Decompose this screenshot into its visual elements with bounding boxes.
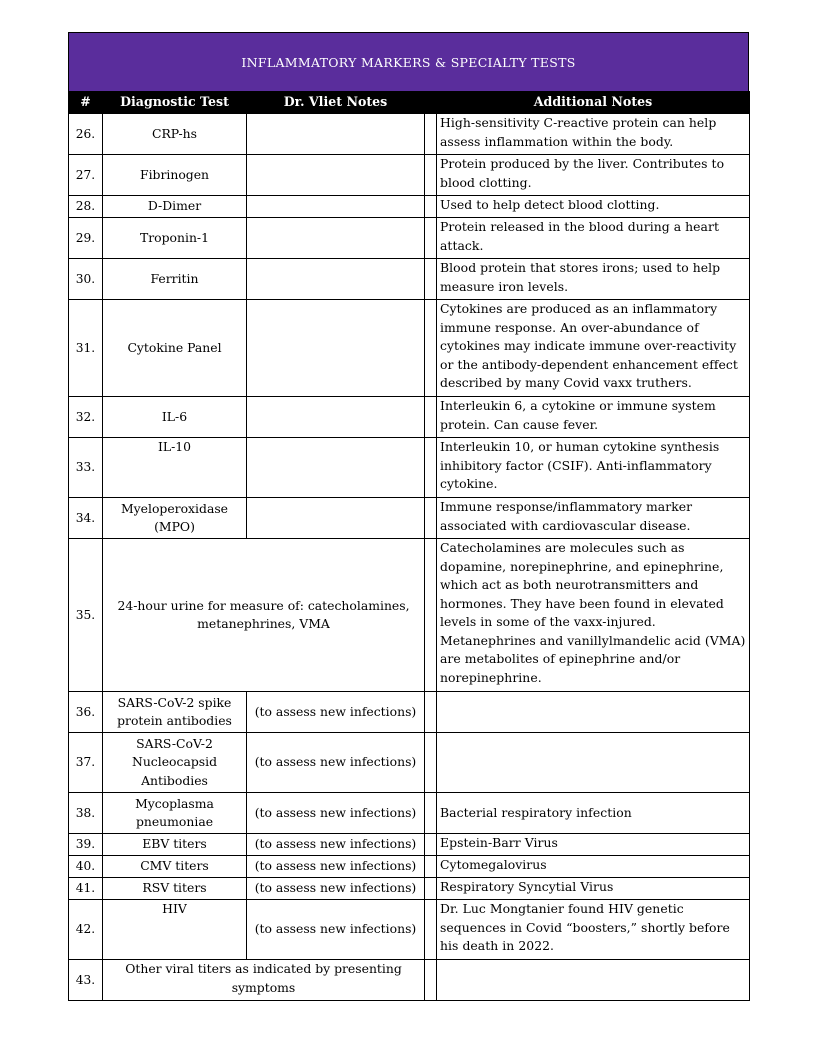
- gap-cell: [425, 878, 437, 900]
- row-number: 39.: [69, 834, 103, 856]
- row-number: 38.: [69, 793, 103, 834]
- test-name: HIV: [103, 900, 247, 960]
- table-row: [69, 498, 750, 539]
- vliet-notes: [247, 155, 425, 196]
- row-number: 37.: [69, 733, 103, 793]
- header-notes: Additional Notes: [437, 92, 750, 114]
- table-row: [69, 114, 750, 155]
- vliet-notes: [247, 300, 425, 397]
- gap-cell: [425, 114, 437, 155]
- row-number: 42.: [69, 900, 103, 960]
- additional-notes: High-sensitivity C-reactive protein can help assess inflammation within the body.: [437, 114, 750, 155]
- vliet-notes: (to assess new infections): [247, 793, 425, 834]
- row-number: 36.: [69, 692, 103, 733]
- tests-table: [68, 91, 750, 1001]
- gap-cell: [425, 397, 437, 438]
- row-number: 34.: [69, 498, 103, 539]
- gap-cell: [425, 259, 437, 300]
- table-row: [69, 900, 750, 960]
- row-number: 35.: [69, 539, 103, 692]
- row-number: 32.: [69, 397, 103, 438]
- vliet-notes: (to assess new infections): [247, 733, 425, 793]
- additional-notes: Catecholamines are molecules such as dopamine, norepinephrine, and epinephrine, which act as both neurotransmitters and hormones. They have been found in elevated levels in some of the vaxx-injured. Metanephrines and vanillylmandelic acid (VMA) are metabolites of epinephrine and/or norepinephrine.: [437, 539, 750, 692]
- test-name: RSV titers: [103, 878, 247, 900]
- header-test: Diagnostic Test: [103, 92, 247, 114]
- row-number: 40.: [69, 856, 103, 878]
- table-row: [69, 196, 750, 218]
- additional-notes: Bacterial respiratory infection: [437, 793, 750, 834]
- row-number: 27.: [69, 155, 103, 196]
- gap-cell: [425, 900, 437, 960]
- section-title: INFLAMMATORY MARKERS & SPECIALTY TESTS: [241, 54, 576, 70]
- test-name: 24-hour urine for measure of: catecholamines, metanephrines, VMA: [103, 539, 425, 692]
- gap-cell: [425, 539, 437, 692]
- test-name: EBV titers: [103, 834, 247, 856]
- row-number: 41.: [69, 878, 103, 900]
- test-name: IL-6: [103, 397, 247, 438]
- gap-cell: [425, 960, 437, 1001]
- gap-cell: [425, 218, 437, 259]
- additional-notes: Respiratory Syncytial Virus: [437, 878, 750, 900]
- header-gap: [425, 92, 437, 114]
- additional-notes: Immune response/inflammatory marker associated with cardiovascular disease.: [437, 498, 750, 539]
- test-name: Ferritin: [103, 259, 247, 300]
- vliet-notes: (to assess new infections): [247, 856, 425, 878]
- row-number: 33.: [69, 438, 103, 498]
- row-number: 29.: [69, 218, 103, 259]
- additional-notes: [437, 733, 750, 793]
- test-name: D-Dimer: [103, 196, 247, 218]
- table-row: [69, 300, 750, 397]
- table-row: [69, 397, 750, 438]
- test-name: IL-10: [103, 438, 247, 498]
- vliet-notes: [247, 438, 425, 498]
- test-name: CMV titers: [103, 856, 247, 878]
- additional-notes: [437, 692, 750, 733]
- header-num: #: [69, 92, 103, 114]
- test-name: SARS-CoV-2 spike protein antibodies: [103, 692, 247, 733]
- test-name: CRP-hs: [103, 114, 247, 155]
- test-name: SARS-CoV-2 Nucleocapsid Antibodies: [103, 733, 247, 793]
- additional-notes: Epstein-Barr Virus: [437, 834, 750, 856]
- vliet-notes: (to assess new infections): [247, 692, 425, 733]
- table-row: [69, 878, 750, 900]
- table-row: [69, 218, 750, 259]
- row-number: 26.: [69, 114, 103, 155]
- gap-cell: [425, 438, 437, 498]
- test-name: Troponin-1: [103, 218, 247, 259]
- additional-notes: Protein released in the blood during a heart attack.: [437, 218, 750, 259]
- table-row: [69, 793, 750, 834]
- table-header-row: [69, 92, 750, 114]
- gap-cell: [425, 300, 437, 397]
- gap-cell: [425, 834, 437, 856]
- row-number: 28.: [69, 196, 103, 218]
- row-number: 31.: [69, 300, 103, 397]
- vliet-notes: (to assess new infections): [247, 834, 425, 856]
- additional-notes: Cytokines are produced as an inflammatory immune response. An over-abundance of cytokines may indicate immune over-reactivity or the antibody-dependent enhancement effect described by many Covid vaxx truthers.: [437, 300, 750, 397]
- gap-cell: [425, 498, 437, 539]
- table-row: [69, 539, 750, 692]
- gap-cell: [425, 733, 437, 793]
- vliet-notes: (to assess new infections): [247, 878, 425, 900]
- additional-notes: Interleukin 6, a cytokine or immune system protein. Can cause fever.: [437, 397, 750, 438]
- vliet-notes: [247, 498, 425, 539]
- gap-cell: [425, 793, 437, 834]
- gap-cell: [425, 856, 437, 878]
- test-name: Myeloperoxidase (MPO): [103, 498, 247, 539]
- document-page: [68, 32, 749, 1001]
- row-number: 43.: [69, 960, 103, 1001]
- gap-cell: [425, 155, 437, 196]
- test-name: Other viral titers as indicated by presenting symptoms: [103, 960, 425, 1001]
- table-row: [69, 960, 750, 1001]
- vliet-notes: [247, 218, 425, 259]
- vliet-notes: (to assess new infections): [247, 900, 425, 960]
- additional-notes: Interleukin 10, or human cytokine synthesis inhibitory factor (CSIF). Anti-inflammatory cytokine.: [437, 438, 750, 498]
- table-row: [69, 733, 750, 793]
- vliet-notes: [247, 114, 425, 155]
- table-row: [69, 438, 750, 498]
- gap-cell: [425, 692, 437, 733]
- additional-notes: Protein produced by the liver. Contributes to blood clotting.: [437, 155, 750, 196]
- table-row: [69, 155, 750, 196]
- gap-cell: [425, 196, 437, 218]
- vliet-notes: [247, 397, 425, 438]
- vliet-notes: [247, 259, 425, 300]
- section-title-banner: [68, 32, 749, 91]
- table-row: [69, 692, 750, 733]
- table-row: [69, 856, 750, 878]
- additional-notes: Dr. Luc Mongtanier found HIV genetic sequences in Covid “boosters,” shortly before his death in 2022.: [437, 900, 750, 960]
- test-name: Cytokine Panel: [103, 300, 247, 397]
- table-row: [69, 259, 750, 300]
- row-number: 30.: [69, 259, 103, 300]
- additional-notes: [437, 960, 750, 1001]
- vliet-notes: [247, 196, 425, 218]
- additional-notes: Used to help detect blood clotting.: [437, 196, 750, 218]
- additional-notes: Cytomegalovirus: [437, 856, 750, 878]
- test-name: Fibrinogen: [103, 155, 247, 196]
- header-vliet: Dr. Vliet Notes: [247, 92, 425, 114]
- table-row: [69, 834, 750, 856]
- test-name: Mycoplasma pneumoniae: [103, 793, 247, 834]
- additional-notes: Blood protein that stores irons; used to help measure iron levels.: [437, 259, 750, 300]
